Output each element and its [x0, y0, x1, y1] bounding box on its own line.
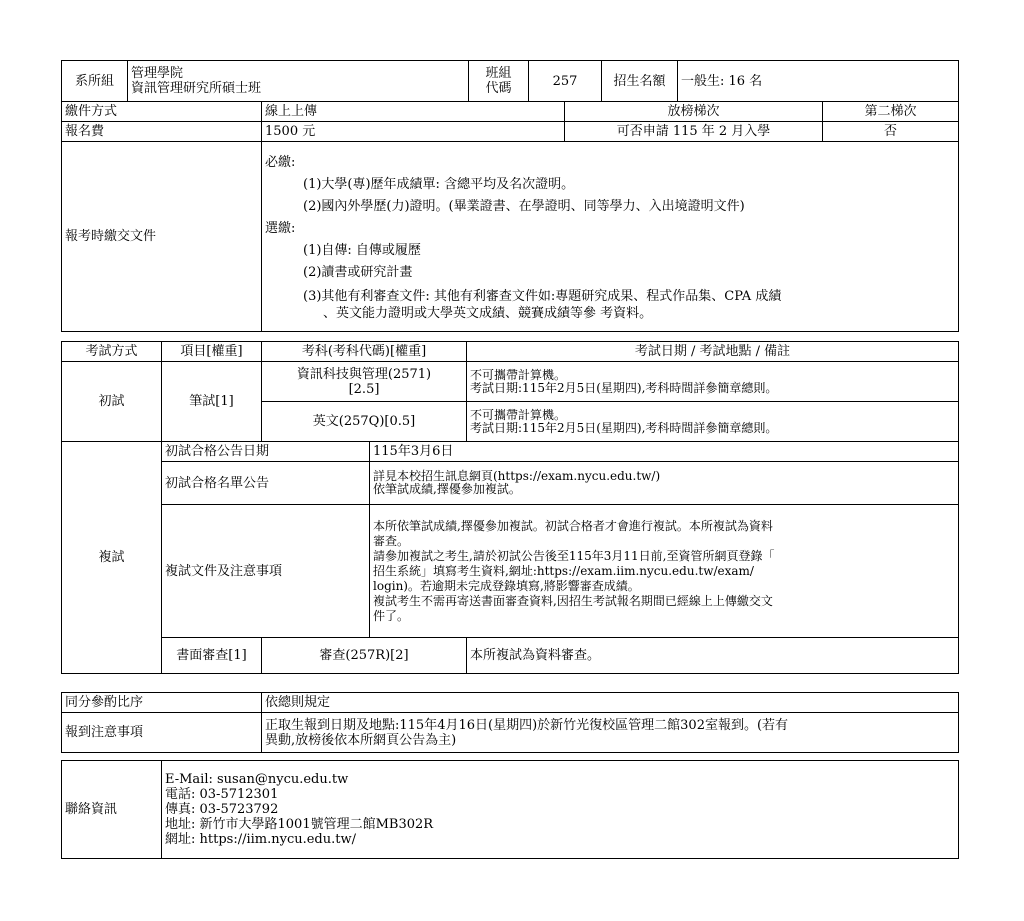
optional-item: (1)自傳: 自傳或履歷 [303, 242, 421, 258]
exam-table [61, 341, 959, 674]
contact-address: 地址: 新竹市大學路1001號管理二館MB302R [165, 817, 434, 832]
class-code: 257 [529, 61, 602, 102]
rank-label: 放榜梯次 [565, 102, 823, 122]
submission-method-label: 繳件方式 [62, 102, 262, 122]
fee-label: 報名費 [62, 122, 262, 142]
second-docs-notes [370, 505, 959, 638]
contact-website: 網址: https://iim.nycu.edu.tw/ [165, 832, 356, 847]
note-line: 本所依筆試成績,擇優參加複試。初試合格者才會進行複試。本所複試為資料 [373, 518, 773, 533]
documents-list [262, 142, 959, 332]
exam-subject-header: 考科(考科代碼)[權重] [262, 342, 467, 362]
note-line: 件了。 [373, 608, 410, 623]
note-line: login)。若逾期未完成登錄填寫,將影響審查成績。 [373, 578, 640, 593]
subject-1-name: 資訊科技與管理(2571) [296, 366, 432, 382]
second-exam-label: 複試 [62, 442, 162, 674]
optional-item: (3)其他有利審查文件: 其他有利審查文件如:專題研究成果、程式作品集、CPA 成績 [303, 288, 782, 304]
feb-entry-label: 可否申請 115 年 2 月入學 [565, 122, 823, 142]
first-exam-item: 筆試[1] [162, 362, 262, 442]
report-line: 正取生報到日期及地點:115年4月16日(星期四)於新竹光復校區管理二館302室報到。(若有 [265, 717, 789, 733]
exam-note-header: 考試日期 / 考試地點 / 備註 [467, 342, 959, 362]
contact-email: E-Mail: susan@nycu.edu.tw [165, 772, 349, 787]
report-line: 異動,放榜後依本所網頁公告為主) [265, 732, 457, 748]
tiebreak-label: 同分參酌比序 [62, 693, 262, 713]
dept-name [128, 61, 469, 102]
documents-label: 報考時繳交文件 [62, 142, 262, 332]
quota-value: 一般生: 16 名 [678, 61, 959, 102]
report-value [262, 713, 959, 753]
first-exam-subject-2: 英文(257Q)[0.5] [262, 402, 467, 442]
required-item: (1)大學(專)歷年成績單: 含總平均及名次證明。 [303, 176, 575, 192]
review-subject: 審查(257R)[2] [262, 638, 467, 674]
note-line: 複試考生不需再寄送書面審查資料,因招生考試報名期間已經線上上傳繳交文 [373, 593, 773, 608]
contact-fax: 傳真: 03-5723792 [165, 802, 279, 817]
announce-date-value: 115年3月6日 [370, 442, 959, 462]
first-exam-note-1 [467, 362, 959, 402]
quota-label: 招生名額 [602, 61, 678, 102]
contact-phone: 電話: 03-5712301 [165, 787, 279, 802]
optional-item: (2)讀書或研究計畫 [303, 264, 413, 280]
info-table [61, 101, 959, 332]
note-calculator: 不可攜帶計算機。 [470, 367, 567, 382]
note-date: 考試日期:115年2月5日(星期四),考科時間詳參簡章總則。 [470, 380, 778, 395]
required-title: 必繳: [265, 154, 296, 170]
exam-method-header: 考試方式 [62, 342, 162, 362]
feb-entry-value: 否 [823, 122, 959, 142]
pass-list-link: 詳見本校招生訊息網頁(https://exam.nycu.edu.tw/) [373, 469, 661, 483]
first-exam-note-2 [467, 402, 959, 442]
class-code-label-1: 班組 [485, 66, 512, 81]
tiebreak-value: 依總則規定 [262, 693, 959, 713]
class-code-label [469, 61, 529, 102]
first-exam-subject-1 [262, 362, 467, 402]
report-label: 報到注意事項 [62, 713, 262, 753]
optional-item-cont: 、英文能力證明或大學英文成績、競賽成績等參 考資料。 [323, 305, 653, 321]
header-table [61, 60, 959, 102]
contact-table [61, 760, 959, 859]
second-docs-label: 複試文件及注意事項 [162, 505, 370, 638]
exam-item-header: 項目[權重] [162, 342, 262, 362]
rank-value: 第二梯次 [823, 102, 959, 122]
program-name: 資訊管理研究所碩士班 [131, 81, 262, 96]
review-item: 書面審查[1] [162, 638, 262, 674]
review-note: 本所複試為資料審查。 [467, 638, 959, 674]
subject-1-weight: [2.5] [348, 381, 380, 397]
pass-list-value [370, 462, 959, 505]
pass-list-note: 依筆試成績,擇優參加複試。 [373, 482, 521, 496]
announce-date-label: 初試合格公告日期 [162, 442, 370, 462]
note-date: 考試日期:115年2月5日(星期四),考科時間詳參簡章總則。 [470, 420, 778, 435]
note-line: 招生系統」填寫考生資料,網址:https://exam.iim.nycu.edu.tw/exam/ [373, 563, 754, 578]
contact-label: 聯絡資訊 [62, 761, 162, 859]
note-line: 審查。 [373, 533, 410, 548]
class-code-label-2: 代碼 [485, 81, 512, 96]
optional-title: 選繳: [265, 220, 296, 236]
college-name: 管理學院 [131, 66, 184, 81]
note-line: 請參加複試之考生,請於初試公告後至115年3月11日前,至資管所網頁登錄「 [373, 548, 775, 563]
required-item: (2)國內外學歷(力)證明。(畢業證書、在學證明、同等學力、入出境證明文件) [303, 198, 745, 214]
footer-info-table [61, 692, 959, 753]
submission-method-value: 線上上傳 [262, 102, 565, 122]
first-exam-label: 初試 [62, 362, 162, 442]
pass-list-label: 初試合格名單公告 [162, 462, 370, 505]
note-calculator: 不可攜帶計算機。 [470, 407, 567, 422]
contact-details [162, 761, 959, 859]
fee-value: 1500 元 [262, 122, 565, 142]
dept-label: 系所組 [62, 61, 128, 102]
